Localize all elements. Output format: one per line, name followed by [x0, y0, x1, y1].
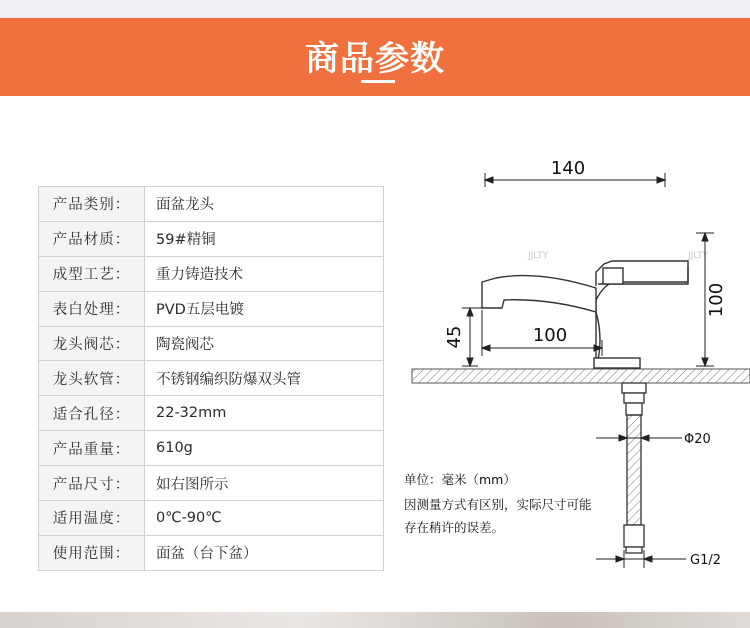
spec-label: 产品尺寸：: [39, 466, 145, 501]
spec-row: [39, 535, 384, 570]
spec-row: [39, 501, 384, 536]
spec-label: 产品类别：: [39, 187, 145, 222]
spec-label: 表白处理：: [39, 291, 145, 326]
faucet-diagram: [398, 140, 750, 580]
spec-value: 610g: [145, 431, 384, 466]
spec-value: PVD五层电镀: [145, 291, 384, 326]
top-strip: [0, 0, 750, 18]
spec-value: 22-32mm: [145, 396, 384, 431]
spec-row: [39, 431, 384, 466]
spec-value: 重力铸造技术: [145, 256, 384, 291]
dim-thread-label: G1/2: [690, 553, 721, 568]
spec-value: 面盆龙头: [145, 187, 384, 222]
spec-value: 面盆（台下盆）: [145, 535, 384, 570]
watermark-text-2: JJLTY: [688, 251, 709, 261]
dim-spout-reach-label: 100: [532, 325, 568, 346]
spec-label: 成型工艺：: [39, 256, 145, 291]
spec-row: [39, 361, 384, 396]
spec-row: [39, 221, 384, 256]
spec-value: 如右图所示: [145, 466, 384, 501]
spec-row: [39, 187, 384, 222]
page-title: 商品参数: [305, 39, 445, 79]
spec-row: [39, 466, 384, 501]
spec-value: 不锈钢编织防爆双头管: [145, 361, 384, 396]
spec-label: 龙头软管：: [39, 361, 145, 396]
dim-spout-height: [462, 308, 482, 366]
watermark-text: JJLTY: [528, 251, 549, 261]
spec-row: [39, 256, 384, 291]
spec-value: 59#精铜: [145, 221, 384, 256]
spec-label: 龙头阀芯：: [39, 326, 145, 361]
spec-value: 0℃-90℃: [145, 501, 384, 536]
spec-label: 产品材质：: [39, 221, 145, 256]
dim-height-label: 100: [706, 282, 727, 318]
faucet-body: [482, 261, 688, 368]
spec-table: [38, 186, 384, 571]
spec-label: 适合孔径：: [39, 396, 145, 431]
unit-note: 单位：毫米（mm）: [404, 472, 516, 487]
spec-row: [39, 396, 384, 431]
spec-row: [39, 326, 384, 361]
dim-width-label: 140: [550, 158, 586, 179]
dim-spout-height-label: 45: [444, 325, 465, 349]
spec-value: 陶瓷阀芯: [145, 326, 384, 361]
title-underline: [361, 80, 395, 83]
dim-pipe-diameter-label: Φ20: [684, 432, 711, 447]
countertop: [412, 369, 750, 383]
tolerance-note-line2: 存在稍许的误差。: [404, 520, 505, 535]
spec-row: [39, 291, 384, 326]
spec-label: 适用温度：: [39, 501, 145, 536]
tolerance-note-line1: 因测量方式有区别，实际尺寸可能: [404, 497, 592, 512]
pipe-assembly: [622, 383, 646, 553]
spec-label: 使用范围：: [39, 535, 145, 570]
header-banner: [0, 18, 750, 96]
bottom-strip: [0, 612, 750, 628]
spec-label: 产品重量：: [39, 431, 145, 466]
